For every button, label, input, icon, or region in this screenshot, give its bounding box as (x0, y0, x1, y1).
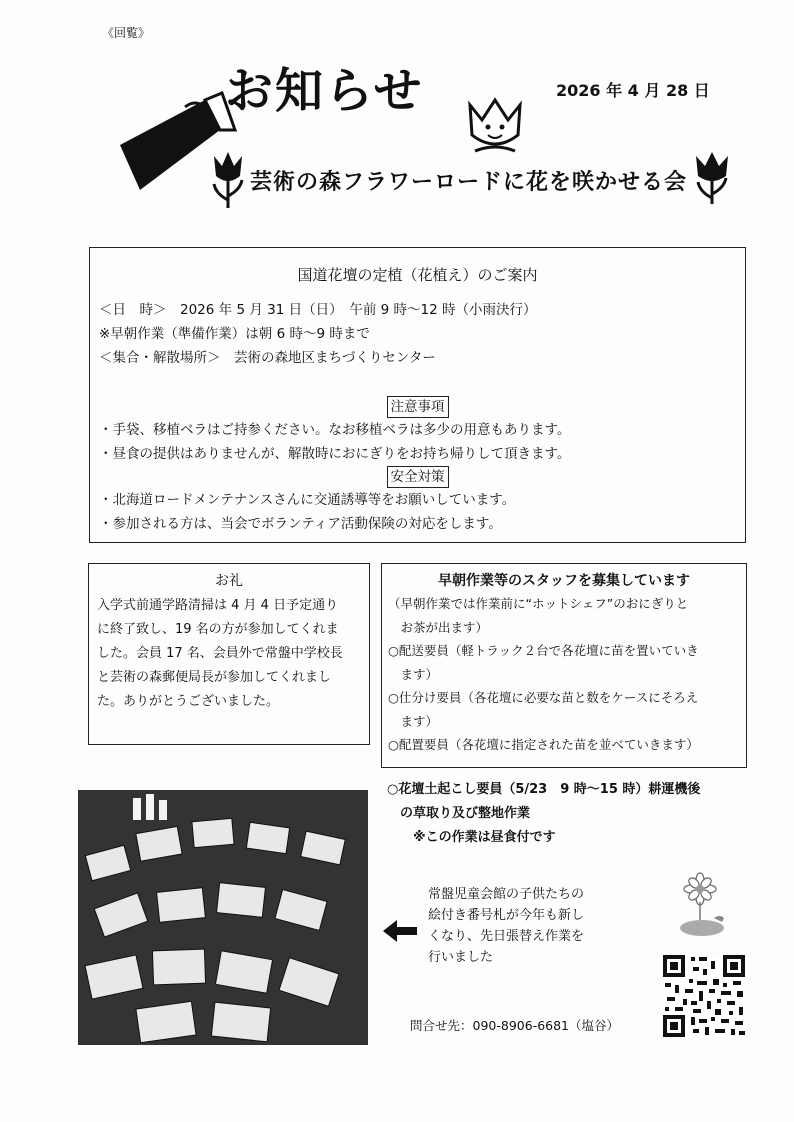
early-work-note: ※早朝作業（準備作業）は朝 6 時～9 時まで (99, 326, 370, 342)
note-item: ・手袋、移植ベラはご持参ください。なお移植ベラは多少の用意もあります。 (99, 422, 571, 438)
announcement-box (89, 247, 746, 543)
thanks-body: 入学式前通学路清掃は 4 月 4 日予定通り に終了致し、19 名の方が参加してくれま した。会員 17 名、会員外で常盤中学校長 と芸術の森郵便局長が参加してくれまし た。ありがとうございました。 (97, 598, 343, 709)
tulip-icon (208, 150, 248, 210)
issue-date: 2026 年 4 月 28 日 (556, 81, 710, 100)
staff-line: ○配置要員（各花壇に指定された苗を並べていきます） (388, 737, 699, 752)
staff-list (388, 592, 699, 757)
safety-item: ・参加される方は、当会でボランティア活動保険の対応をします。 (99, 516, 502, 532)
safety-item: ・北海道ロードメンテナンスさんに交通誘導等をお願いしています。 (99, 492, 516, 508)
contact-info: 問合せ先：090-8906-6681（塩谷） (410, 1018, 620, 1033)
photo-caption: 常盤児童会館の子供たちの 絵付き番号札が今年も新し くなり、先日張替え作業を 行いました (428, 887, 585, 965)
left-arrow-icon (383, 918, 419, 944)
meeting-place: ＜集合・解散場所＞ 芸術の森地区まちづくりセンター (99, 350, 436, 366)
safety-label: 安全対策 (387, 466, 449, 488)
note-item: ・昼食の提供はありませんが、解散時におにぎりをお持ち帰りして頂きます。 (99, 446, 571, 462)
staff-line: （早朝作業では作業前に“ホットシェフ”のおにぎりと (388, 596, 689, 611)
tulip-icon (690, 150, 734, 206)
flower-illustration-icon (670, 872, 740, 942)
photo-number-signs (78, 790, 368, 1045)
page-title: お知らせ (225, 63, 424, 119)
photo-cards-drawing (78, 790, 368, 1045)
staff-title: 早朝作業等のスタッフを募集しています (438, 573, 690, 589)
staff-recruitment-box (381, 563, 747, 768)
organization-name: 芸術の森フラワーロードに花を咲かせる会 (250, 170, 688, 195)
qr-code-icon (663, 955, 745, 1037)
event-datetime: ＜日 時＞ 2026 年 5 月 31 日（日） 午前 9 時～12 時（小雨決行） (99, 302, 537, 318)
staff-line: お茶が出ます） (388, 619, 489, 635)
thanks-title: お礼 (215, 573, 243, 589)
smiling-tulip-icon (460, 95, 530, 155)
circulation-mark: 《回覧》 (102, 26, 151, 40)
staff-line: ○配送要員（軽トラック２台で各花壇に苗を置いていき (388, 643, 699, 658)
thanks-box (88, 563, 370, 745)
staff-line: ○仕分け要員（各花壇に必要な苗と数をケースにそろえ (388, 690, 699, 705)
staff-line: ます） (388, 713, 439, 729)
soil-work-notice: ○花壇土起こし要員（5/23 9 時～15 時）耕運機後 の草取り及び整地作業 ※この作業は昼食付です (387, 782, 701, 845)
notes-label: 注意事項 (387, 396, 449, 418)
announcement-title: 国道花壇の定植（花植え）のご案内 (297, 266, 538, 284)
staff-line: ます） (388, 666, 439, 682)
